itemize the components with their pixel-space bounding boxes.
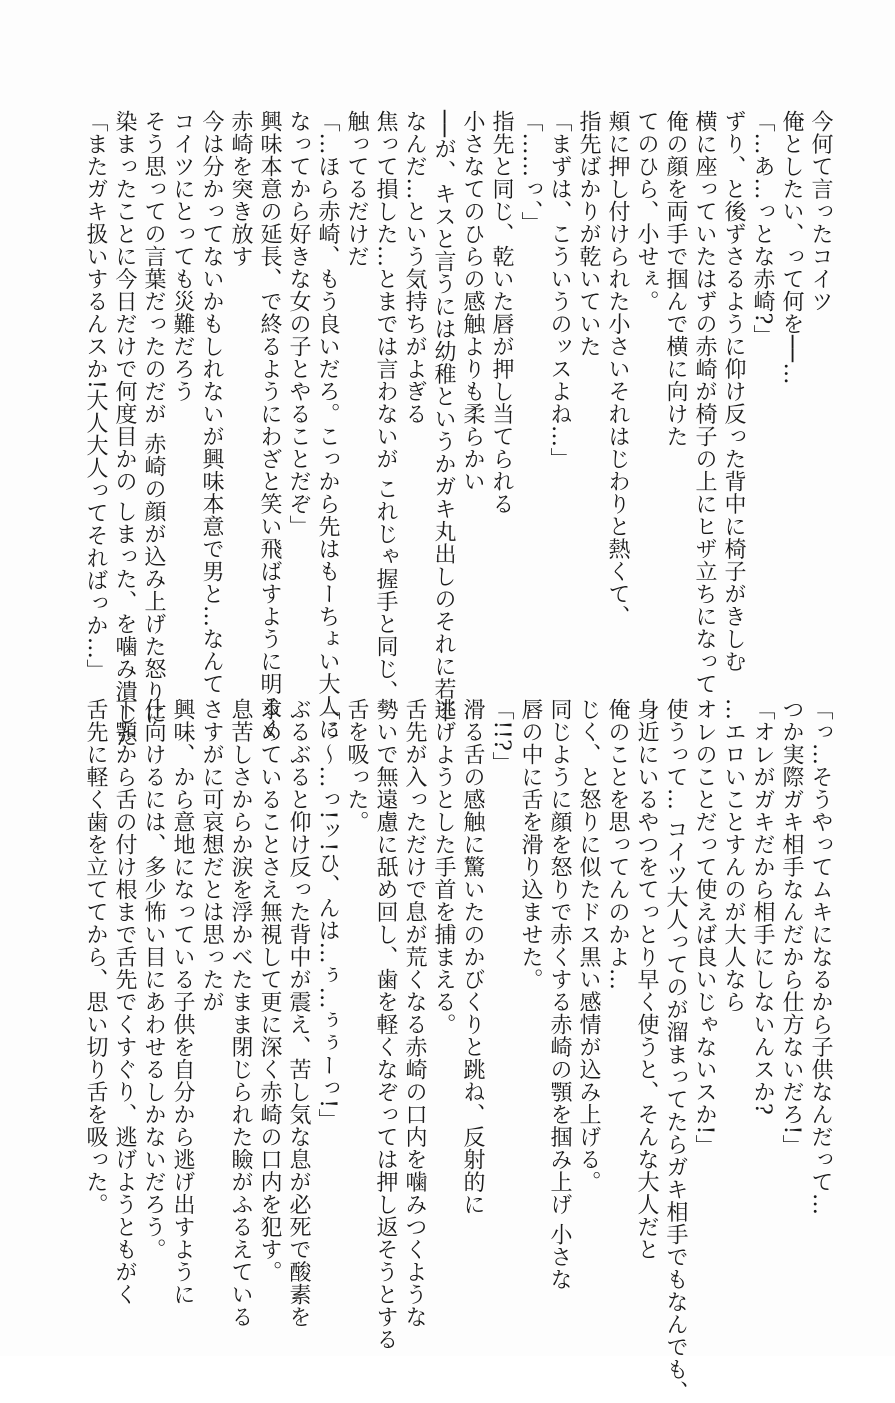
text-line: てのひら、小せぇ。 [634,110,659,313]
text-line: さすがに可哀想だとは思ったが [199,698,224,1013]
text-line: 求めていることさえ無視して更に深く赤崎の口内を犯す。 [257,698,282,1283]
text-line: オレのことだって使えば良いじゃないスか!」 [692,698,717,1158]
text-line: 「またガキ扱いするんスか!大人大人ってそればっか…」 [83,110,108,682]
text-line: 今は分かってないかもしれないが興味本意で男と…なんて [199,110,224,695]
text-line: 使うって… コイツ大人ってのが溜まってたらガキ相手でもなんでも、 [663,698,688,1403]
text-line: 「…ほら赤崎、もう良いだろ。こっから先はもーちょい大人に [315,110,340,740]
text-line: そう思っての言葉だったのだが 赤崎の顔が込み上げた怒りに [141,110,166,725]
text-line: なんだ…という気持ちがよぎる [402,110,427,425]
text-line: 焦って損した…とまでは言わないが これじゃ握手と同じ、 [373,110,398,703]
text-line: 身近にいるやつをてっとり早く使うと、そんな大人だと [634,698,659,1261]
text-line: 舌を吸った。 [344,698,369,833]
text-line: ──が、キスと言うには幼稚というかガキ丸出しのそれに若干 [431,110,456,723]
text-line: 息苦しさからか涙を浮かべたまま閉じられた瞼がふるえている [228,698,253,1328]
text-line: 「ぅ〜…っ!ッ!ひ、んは…ぅ…ぅぅーっ!」 [315,698,340,1132]
text-line: 逃げようとした手首を捕まえる。 [431,698,456,1036]
text-line: 同じように顔を怒りで赤くする赤崎の顎を掴み上げ 小さな [547,698,572,1291]
text-line: ぶるぶると仰け反った背中が震え、苦し気な息が必死で酸素を [286,698,311,1328]
bottom-text-block [83,698,835,1403]
text-line: 「…あ…っとな赤崎?」 [750,110,775,348]
text-line: 滑る舌の感触に驚いたのかびくりと跳ね、反射的に [460,698,485,1216]
top-text-block [83,110,835,748]
text-line: 今何て言ったコイツ [808,110,833,313]
text-line: 小さなてのひらの感触よりも柔らかい [460,110,485,493]
text-line: ずり、と後ずさるように仰け反った背中に椅子がきしむ [721,110,746,673]
text-line: 唇の中に舌を滑り込ませた。 [518,698,543,991]
text-line: 横に座っていたはずの赤崎が椅子の上にヒザ立ちになって [692,110,717,695]
text-line: 「!!?」 [489,698,514,774]
text-line: 下顎から舌の付け根まで舌先でくすぐり、逃げようともがく [112,698,137,1306]
text-line: 指先と同じ、乾いた唇が押し当てられる [489,110,514,515]
text-line: 舌先に軽く歯を立ててから、思い切り舌を吸った。 [83,698,108,1216]
text-line: 「オレがガキだから相手にしないんスか? [750,698,775,1116]
text-line: 勢いで無遠慮に舐め回し、歯を軽くなぞっては押し返そうとする [373,698,398,1351]
text-line: 赤崎を突き放す [228,110,253,268]
text-line: 染まったことに今日だけで何度目かの しまった、を噛み潰した [112,110,137,748]
text-line: 指先ばかりが乾いていた [576,110,601,358]
text-line: 頬に押し付けられた小さいそれはじわりと熱くて、 [605,110,630,628]
text-line: じく、と怒りに似たドス黒い感情が込み上げる。 [576,698,601,1193]
text-line: コイツにとっても災難だろう [170,110,195,403]
text-line: 「っ…そうやってムキになるから子供なんだって… [808,698,833,1216]
text-line: 「……っ、」 [518,110,543,234]
text-line: 興味、から意地になっている子供を自分から逃げ出すように [170,698,195,1306]
text-line: 俺としたい、って何を──… [779,110,804,385]
text-line: 興味本意の延長、で終るようにわざと笑い飛ばすように明るく [257,110,282,740]
text-line: 仕向けるには、多少怖い目にあわせるしかないだろう。 [141,698,166,1261]
text-line: 俺のことを思ってんのかよ… [605,698,630,991]
text-line: 舌先が入っただけで息が荒くなる赤崎の口内を噛みつくような [402,698,427,1328]
text-line: 「まずは、こういうのッスよね…」 [547,110,572,470]
text-line: 俺の顔を両手で掴んで横に向けた [663,110,688,448]
text-line: 触ってるだけだ [344,110,369,268]
text-line: …エロいことすんのが大人なら [721,698,746,1013]
text-line: なってから好きな女の子とやることだぞ」 [286,110,311,538]
text-line: つか実際ガキ相手なんだから仕方ないだろ!」 [779,698,804,1158]
